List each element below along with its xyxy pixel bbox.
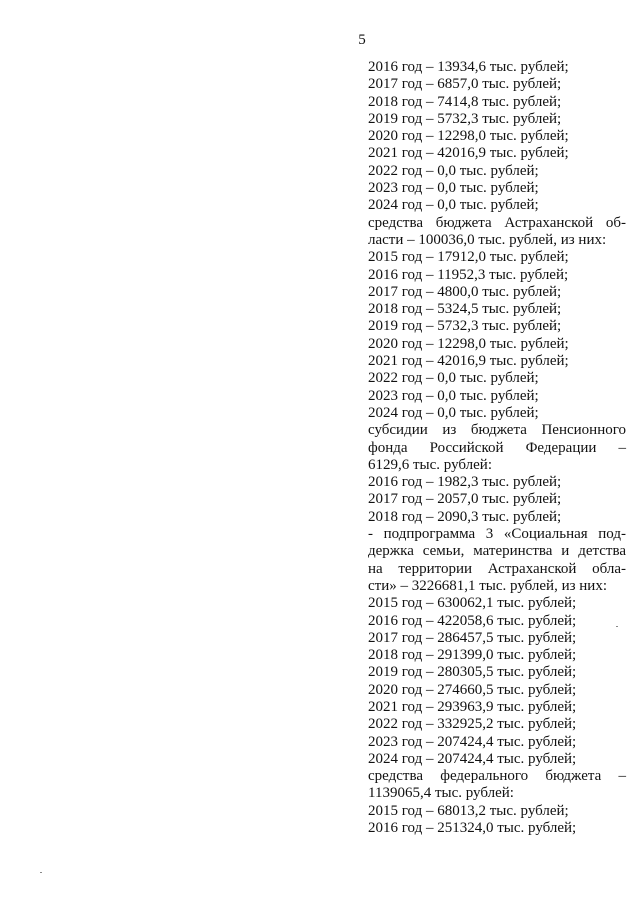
text-line: ласти – 100036,0 тыс. рублей, из них:	[368, 231, 607, 248]
text-line: 2021 год – 42016,9 тыс. рублей;	[368, 145, 569, 162]
text-line: 2018 год – 5324,5 тыс. рублей;	[368, 301, 562, 318]
text-line: 2015 год – 17912,0 тыс. рублей;	[368, 249, 569, 266]
text-line: 2016 год – 422058,6 тыс. рублей;	[368, 612, 577, 629]
text-line: средства бюджета Астраханской об-	[368, 214, 626, 231]
text-line: 2021 год – 293963,9 тыс. рублей;	[368, 698, 577, 715]
text-line: 2020 год – 12298,0 тыс. рублей;	[368, 128, 569, 145]
text-line: держка семьи, материнства и детства	[368, 543, 626, 560]
scan-speck	[40, 872, 42, 873]
text-line: 2017 год – 2057,0 тыс. рублей;	[368, 491, 562, 508]
text-line: 2017 год – 6857,0 тыс. рублей;	[368, 76, 562, 93]
text-line: 2016 год – 11952,3 тыс. рублей;	[368, 266, 569, 283]
text-line: фонда Российской Федерации –	[368, 439, 626, 456]
text-line: 2019 год – 280305,5 тыс. рублей;	[368, 664, 577, 681]
text-line: 2021 год – 42016,9 тыс. рублей;	[368, 353, 569, 370]
text-line: 1139065,4 тыс. рублей:	[368, 785, 514, 802]
text-line: средства федерального бюджета –	[368, 768, 626, 785]
text-line: 2015 год – 68013,2 тыс. рублей;	[368, 802, 569, 819]
text-line: сти» – 3226681,1 тыс. рублей, из них:	[368, 577, 607, 594]
text-line: субсидии из бюджета Пенсионного	[368, 422, 626, 439]
text-line: 2020 год – 274660,5 тыс. рублей;	[368, 681, 577, 698]
text-line: 2016 год – 1982,3 тыс. рублей;	[368, 474, 562, 491]
text-line: 2017 год – 4800,0 тыс. рублей;	[368, 283, 562, 300]
text-line: 2022 год – 0,0 тыс. рублей;	[368, 370, 539, 387]
text-line: 2018 год – 7414,8 тыс. рублей;	[368, 93, 562, 110]
text-line: 2023 год – 207424,4 тыс. рублей;	[368, 733, 577, 750]
text-line: 2019 год – 5732,3 тыс. рублей;	[368, 110, 562, 127]
page-number: 5	[358, 32, 366, 48]
text-line: 2024 год – 207424,4 тыс. рублей;	[368, 750, 577, 767]
text-line: 2015 год – 630062,1 тыс. рублей;	[368, 595, 577, 612]
text-line: 2017 год – 286457,5 тыс. рублей;	[368, 629, 577, 646]
text-line: 2023 год – 0,0 тыс. рублей;	[368, 180, 539, 197]
text-line: 6129,6 тыс. рублей:	[368, 456, 492, 473]
text-line: 2024 год – 0,0 тыс. рублей;	[368, 404, 539, 421]
text-line: на территории Астраханской обла-	[368, 560, 626, 577]
text-line: 2023 год – 0,0 тыс. рублей;	[368, 387, 539, 404]
text-line: 2022 год – 0,0 тыс. рублей;	[368, 162, 539, 179]
budget-text-column	[368, 59, 626, 837]
text-line: - подпрограмма 3 «Социальная под-	[368, 526, 626, 543]
text-line: 2018 год – 2090,3 тыс. рублей;	[368, 508, 562, 525]
scan-speck	[616, 626, 618, 627]
text-line: 2018 год – 291399,0 тыс. рублей;	[368, 647, 577, 664]
text-line: 2016 год – 251324,0 тыс. рублей;	[368, 820, 577, 837]
text-line: 2016 год – 13934,6 тыс. рублей;	[368, 59, 569, 75]
text-line: 2024 год – 0,0 тыс. рублей;	[368, 197, 539, 214]
text-line: 2019 год – 5732,3 тыс. рублей;	[368, 318, 562, 335]
text-line: 2022 год – 332925,2 тыс. рублей;	[368, 716, 577, 733]
text-line: 2020 год – 12298,0 тыс. рублей;	[368, 335, 569, 352]
